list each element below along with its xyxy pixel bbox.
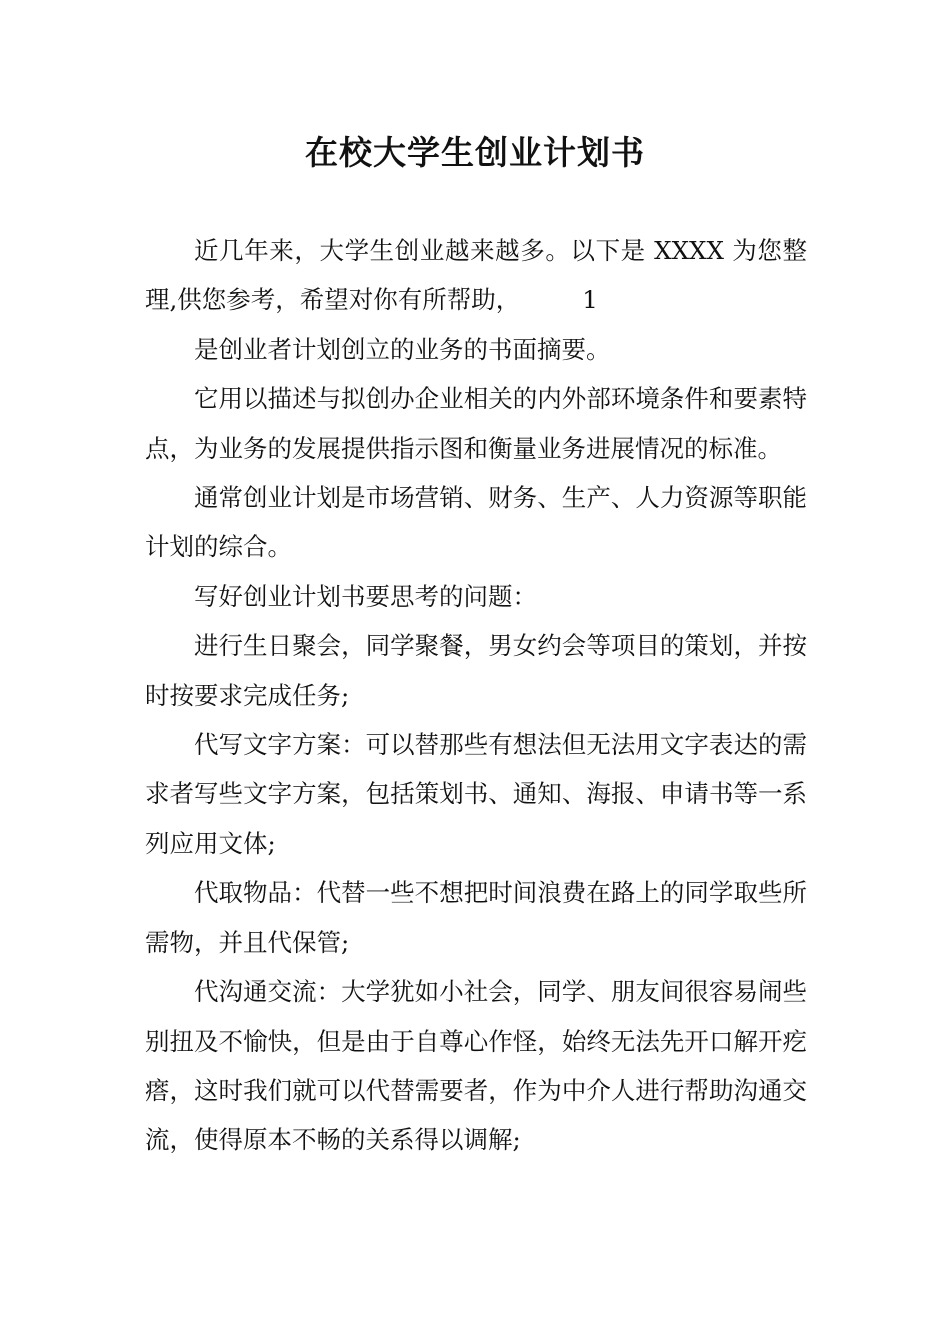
paragraph: 代写文字方案：可以替那些有想法但无法用文字表达的需求者写些文字方案，包括策划书、通知、海报、申请书等一系列应用文体; bbox=[145, 730, 807, 858]
paragraph-intro-text: 近几年来，大学生创业越来越多。以下是 XXXX 为您整理,供您参考，希望对你有所帮助， bbox=[145, 236, 807, 315]
document-title: 在校大学生创业计划书 bbox=[305, 133, 645, 172]
paragraph: 是创业者计划创立的业务的书面摘要。 bbox=[194, 334, 611, 364]
paragraph: 写好创业计划书要思考的问题： bbox=[194, 581, 537, 611]
paragraph: 代取物品：代替一些不想把时间浪费在路上的同学取些所需物，并且代保管; bbox=[145, 878, 807, 957]
paragraph: 代沟通交流：大学犹如小社会，同学、朋友间很容易闹些别扭及不愉快，但是由于自尊心作怪，始终无法先开口解开疙瘩，这时我们就可以代替需要者，作为中介人进行帮助沟通交流，使得原本不畅的关系得以调解; bbox=[145, 977, 807, 1155]
paragraph: 通常创业计划是市场营销、财务、生产、人力资源等职能计划的综合。 bbox=[145, 483, 807, 562]
document-body bbox=[145, 226, 807, 1165]
inline-page-number: 1 bbox=[582, 285, 598, 315]
paragraph: 进行生日聚会，同学聚餐，男女约会等项目的策划，并按时按要求完成任务; bbox=[145, 631, 807, 710]
paragraph-intro bbox=[145, 226, 807, 325]
paragraph: 它用以描述与拟创办企业相关的内外部环境条件和要素特点，为业务的发展提供指示图和衡量业务进展情况的标准。 bbox=[145, 384, 807, 463]
